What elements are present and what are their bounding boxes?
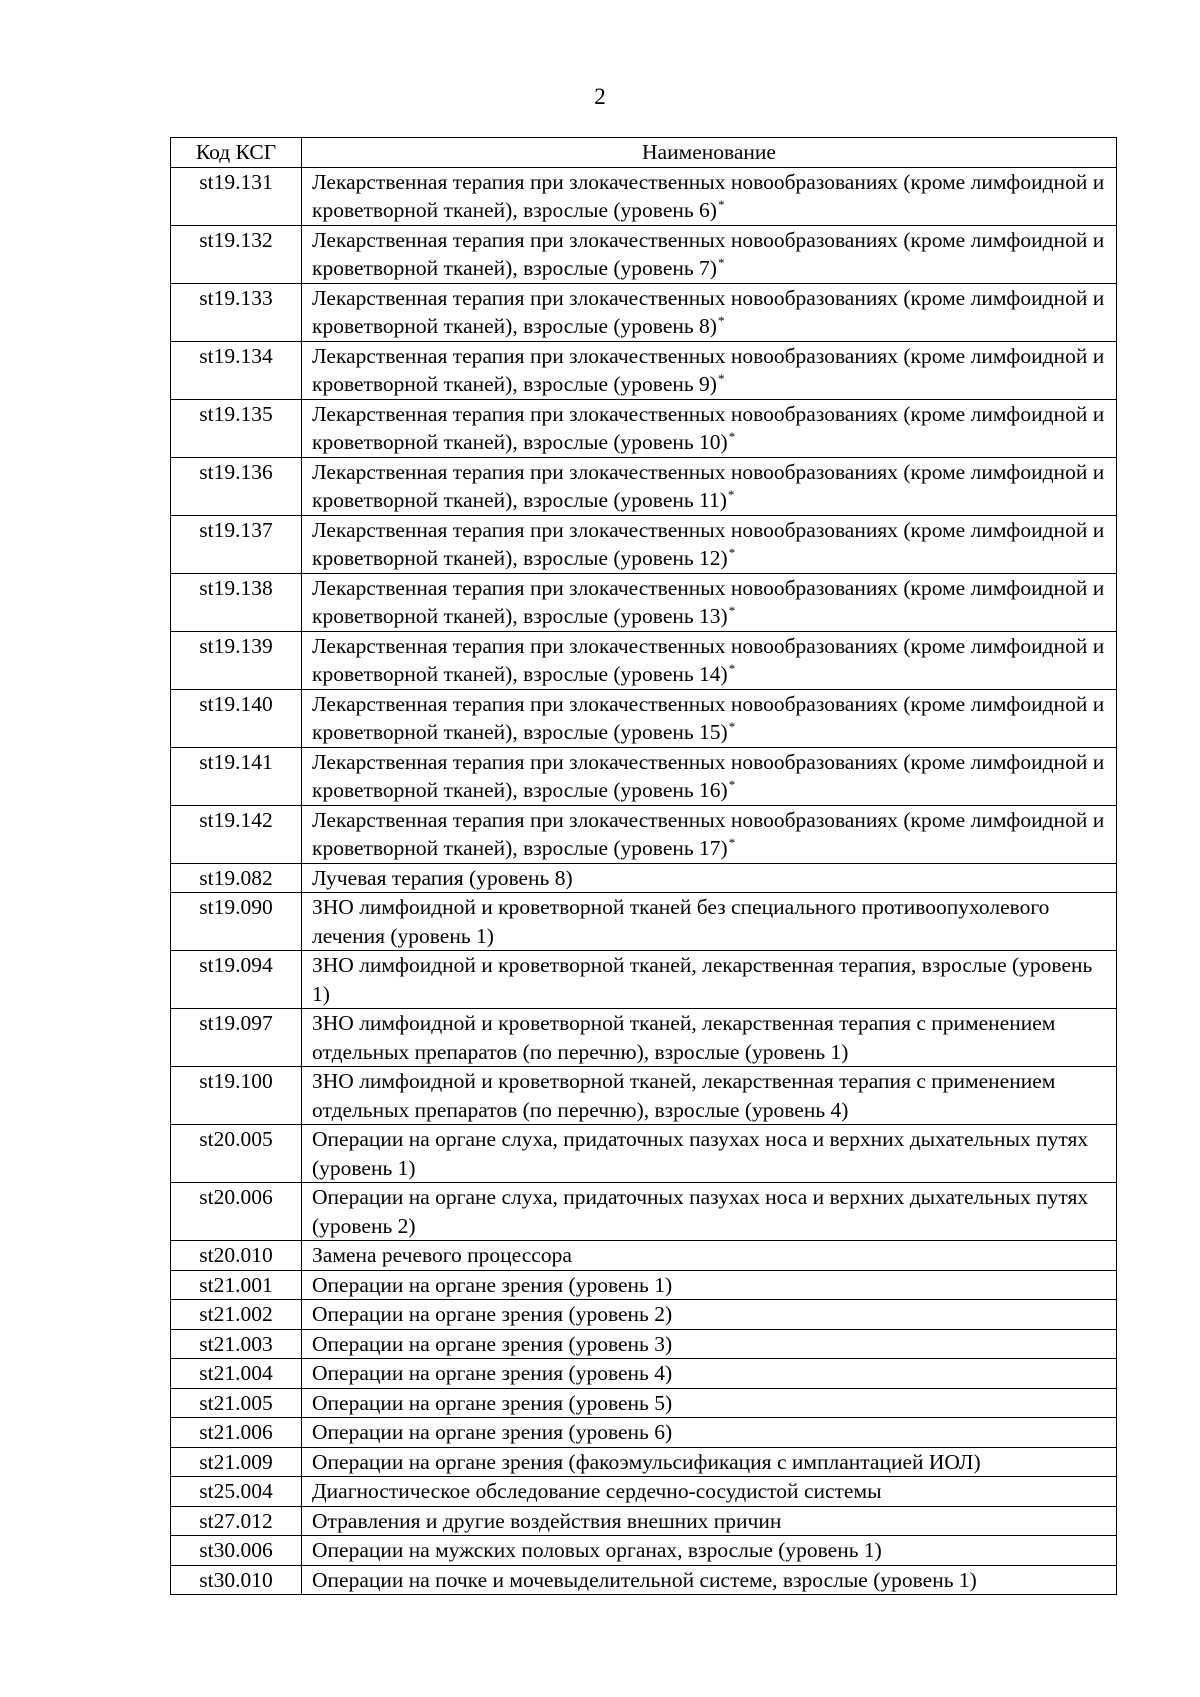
row-code: st27.012 (171, 1506, 302, 1536)
row-name-cell (302, 1125, 1117, 1183)
row-name-cell (302, 631, 1117, 689)
row-name: Замена речевого процессора (312, 1243, 572, 1267)
row-code: st21.009 (171, 1447, 302, 1477)
row-name: Операции на органе зрения (уровень 5) (312, 1390, 673, 1415)
row-code: st25.004 (171, 1477, 302, 1507)
ksg-table (170, 137, 1117, 1595)
row-name-cell (302, 1565, 1117, 1595)
row-name-cell (302, 893, 1117, 951)
table-row (171, 1067, 1117, 1125)
row-name: Лекарственная терапия при злокачественных новообразованиях (кроме лимфоидной и кроветворной тканей), взрослые (уровень 9) (312, 343, 1105, 396)
footnote-mark: * (728, 834, 736, 850)
header-name: Наименование (302, 138, 1117, 168)
footnote-mark: * (717, 254, 725, 270)
row-name: Лекарственная терапия при злокачественных новообразованиях (кроме лимфоидной и кроветворной тканей), взрослые (уровень 11) (312, 459, 1105, 512)
table-row (171, 1241, 1117, 1271)
table-row (171, 283, 1117, 341)
table-row (171, 1477, 1117, 1507)
row-code: st21.006 (171, 1418, 302, 1448)
row-code: st19.139 (171, 631, 302, 689)
row-name-cell (302, 1009, 1117, 1067)
row-name: Лекарственная терапия при злокачественных новообразованиях (кроме лимфоидной и кроветворной тканей), взрослые (уровень 17) (312, 807, 1105, 860)
row-name-cell (302, 1418, 1117, 1448)
row-code: st19.100 (171, 1067, 302, 1125)
table-row (171, 573, 1117, 631)
table-row (171, 1125, 1117, 1183)
row-code: st21.003 (171, 1329, 302, 1359)
row-name-cell (302, 167, 1117, 225)
row-code: st19.142 (171, 805, 302, 863)
row-name: Операции на органе зрения (факоэмульсификация с имплантацией ИОЛ) (312, 1449, 981, 1474)
row-code: st19.135 (171, 399, 302, 457)
row-name: Лучевая терапия (уровень 8) (312, 865, 573, 890)
table-row (171, 951, 1117, 1009)
table-row (171, 893, 1117, 951)
footnote-mark: * (727, 486, 735, 502)
row-code: st19.140 (171, 689, 302, 747)
table-row (171, 1009, 1117, 1067)
row-code: st21.001 (171, 1270, 302, 1300)
table-row (171, 1183, 1117, 1241)
row-name: Лекарственная терапия при злокачественных новообразованиях (кроме лимфоидной и кроветворной тканей), взрослые (уровень 15) (312, 691, 1105, 744)
table-row (171, 805, 1117, 863)
table-row (171, 225, 1117, 283)
table-row (171, 399, 1117, 457)
table-row (171, 1300, 1117, 1330)
row-name-cell (302, 399, 1117, 457)
row-code: st21.005 (171, 1388, 302, 1418)
row-name: Лекарственная терапия при злокачественных новообразованиях (кроме лимфоидной и кроветворной тканей), взрослые (уровень 16) (312, 749, 1105, 802)
row-name: Лекарственная терапия при злокачественных новообразованиях (кроме лимфоидной и кроветворной тканей), взрослые (уровень 7) (312, 227, 1105, 280)
row-name: Лекарственная терапия при злокачественных новообразованиях (кроме лимфоидной и кроветворной тканей), взрослые (уровень 6) (312, 169, 1105, 222)
row-name-cell (302, 1067, 1117, 1125)
footnote-mark: * (717, 370, 725, 386)
row-name: ЗНО лимфоидной и кроветворной тканей, лекарственная терапия с применением отдельных препаратов (по перечню), взрослые (уровень 1) (312, 1011, 1056, 1064)
row-name: Лекарственная терапия при злокачественных новообразованиях (кроме лимфоидной и кроветворной тканей), взрослые (уровень 10) (312, 401, 1105, 454)
row-name: Операции на органе зрения (уровень 2) (312, 1302, 673, 1326)
table-row (171, 689, 1117, 747)
row-code: st19.097 (171, 1009, 302, 1067)
table-row (171, 631, 1117, 689)
row-name-cell (302, 573, 1117, 631)
table-row (171, 863, 1117, 893)
row-code: st20.005 (171, 1125, 302, 1183)
header-code: Код КСГ (171, 138, 302, 168)
row-name: Операции на почке и мочевыделительной системе, взрослые (уровень 1) (312, 1567, 977, 1592)
row-name-cell (302, 1300, 1117, 1330)
table-row (171, 1565, 1117, 1595)
row-code: st21.004 (171, 1359, 302, 1389)
row-code: st21.002 (171, 1300, 302, 1330)
row-name-cell (302, 1536, 1117, 1566)
row-name: Лекарственная терапия при злокачественных новообразованиях (кроме лимфоидной и кроветворной тканей), взрослые (уровень 13) (312, 575, 1105, 628)
row-code: st19.138 (171, 573, 302, 631)
table-row (171, 1359, 1117, 1389)
table-header-row (171, 138, 1117, 168)
row-name-cell (302, 225, 1117, 283)
row-code: st19.090 (171, 893, 302, 951)
footnote-mark: * (728, 602, 736, 618)
row-name-cell (302, 1506, 1117, 1536)
row-code: st19.136 (171, 457, 302, 515)
footnote-mark: * (717, 196, 725, 212)
row-name: Операции на органе слуха, придаточных пазухах носа и верхних дыхательных путях (уровень 1) (312, 1127, 1089, 1180)
row-name: Операции на органе зрения (уровень 1) (312, 1272, 673, 1297)
row-name: Отравления и другие воздействия внешних причин (312, 1508, 782, 1533)
table-row (171, 457, 1117, 515)
row-code: st30.010 (171, 1565, 302, 1595)
row-code: st19.082 (171, 863, 302, 893)
row-name-cell (302, 863, 1117, 893)
row-code: st19.134 (171, 341, 302, 399)
row-name: Операции на органе зрения (уровень 3) (312, 1331, 673, 1356)
row-name-cell (302, 1183, 1117, 1241)
table-row (171, 167, 1117, 225)
row-name-cell (302, 747, 1117, 805)
footnote-mark: * (728, 544, 736, 560)
table-row (171, 515, 1117, 573)
table-row (171, 1506, 1117, 1536)
row-name-cell (302, 1447, 1117, 1477)
row-name-cell (302, 1477, 1117, 1507)
row-name-cell (302, 1329, 1117, 1359)
footnote-mark: * (717, 312, 725, 328)
row-name-cell (302, 1270, 1117, 1300)
row-name: Диагностическое обследование сердечно-сосудистой системы (312, 1479, 882, 1503)
row-code: st19.131 (171, 167, 302, 225)
row-name-cell (302, 805, 1117, 863)
row-name-cell (302, 283, 1117, 341)
table-row (171, 1388, 1117, 1418)
row-name-cell (302, 1388, 1117, 1418)
table-row (171, 747, 1117, 805)
row-name-cell (302, 341, 1117, 399)
table-row (171, 1329, 1117, 1359)
footnote-mark: * (728, 776, 736, 792)
row-name: Лекарственная терапия при злокачественных новообразованиях (кроме лимфоидной и кроветворной тканей), взрослые (уровень 12) (312, 517, 1105, 570)
row-name-cell (302, 1359, 1117, 1389)
row-name-cell (302, 457, 1117, 515)
table-row (171, 1536, 1117, 1566)
page-number: 2 (594, 84, 606, 109)
row-name: Операции на органе зрения (уровень 4) (312, 1361, 673, 1385)
row-name: ЗНО лимфоидной и кроветворной тканей, лекарственная терапия с применением отдельных препаратов (по перечню), взрослые (уровень 4) (312, 1069, 1056, 1122)
footnote-mark: * (728, 660, 736, 676)
table-row (171, 1418, 1117, 1448)
table-row (171, 1447, 1117, 1477)
row-name: Операции на органе слуха, придаточных пазухах носа и верхних дыхательных путях (уровень 2) (312, 1185, 1089, 1238)
row-name: Лекарственная терапия при злокачественных новообразованиях (кроме лимфоидной и кроветворной тканей), взрослые (уровень 8) (312, 285, 1105, 338)
footnote-mark: * (728, 428, 736, 444)
row-code: st19.132 (171, 225, 302, 283)
row-code: st19.094 (171, 951, 302, 1009)
row-name: Операции на органе зрения (уровень 6) (312, 1420, 673, 1444)
row-code: st19.133 (171, 283, 302, 341)
row-name: Лекарственная терапия при злокачественных новообразованиях (кроме лимфоидной и кроветворной тканей), взрослые (уровень 14) (312, 633, 1105, 686)
row-code: st19.141 (171, 747, 302, 805)
table-row (171, 1270, 1117, 1300)
table-body (171, 167, 1117, 1595)
row-name: Операции на мужских половых органах, взрослые (уровень 1) (312, 1538, 882, 1562)
footnote-mark: * (728, 718, 736, 734)
row-code: st19.137 (171, 515, 302, 573)
row-name-cell (302, 515, 1117, 573)
row-code: st20.006 (171, 1183, 302, 1241)
row-name: ЗНО лимфоидной и кроветворной тканей без специального противоопухолевого лечения (уровень 1) (312, 895, 1050, 948)
row-name: ЗНО лимфоидной и кроветворной тканей, лекарственная терапия, взрослые (уровень 1) (312, 953, 1093, 1006)
row-name-cell (302, 951, 1117, 1009)
row-name-cell (302, 689, 1117, 747)
row-code: st20.010 (171, 1241, 302, 1271)
row-code: st30.006 (171, 1536, 302, 1566)
row-name-cell (302, 1241, 1117, 1271)
table-row (171, 341, 1117, 399)
